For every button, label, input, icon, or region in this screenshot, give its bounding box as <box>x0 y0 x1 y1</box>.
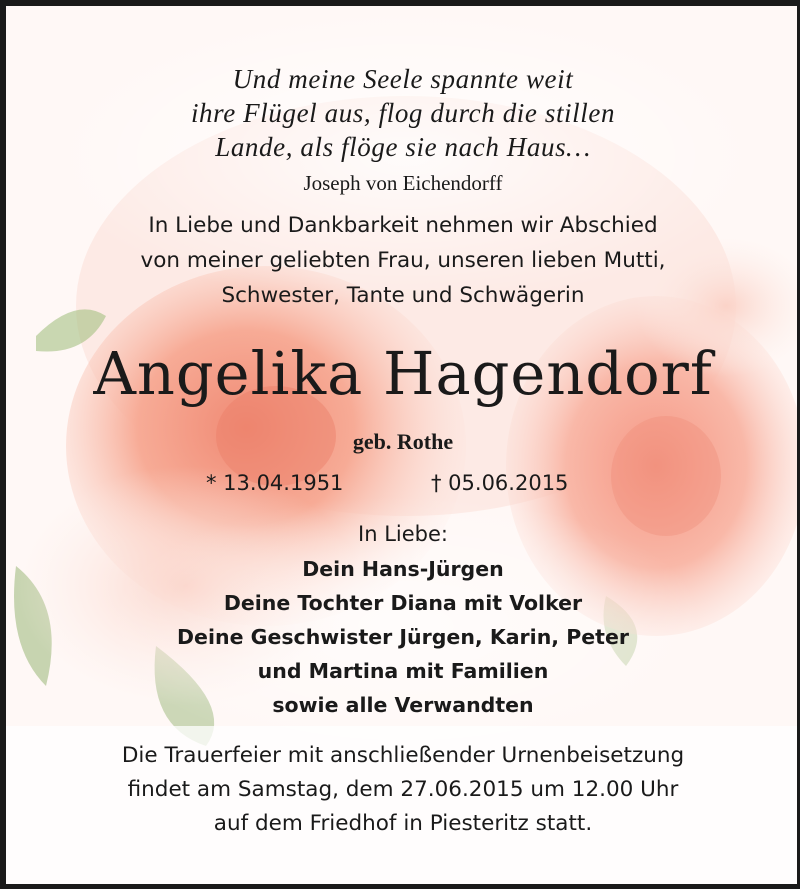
birth-name: geb. Rothe <box>352 429 454 454</box>
intro-line: In Liebe und Dankbarkeit nehmen wir Abschied <box>148 213 658 238</box>
birth-date: * 13.04.1951 <box>206 471 344 495</box>
poem-author: Joseph von Eichendorff <box>303 171 503 195</box>
notice-text <box>6 6 800 889</box>
intro-line: von meiner geliebten Frau, unseren lieben Mutti, <box>140 248 666 273</box>
mourner-line: Deine Geschwister Jürgen, Karin, Peter <box>177 625 629 649</box>
deceased-name: Angelika Hagendorf <box>93 339 713 408</box>
poem-line: Und meine Seele spannte weit <box>232 64 574 94</box>
poem-line: Lande, als flöge sie nach Haus… <box>215 132 591 162</box>
mourner-line: sowie alle Verwandten <box>272 693 534 717</box>
mourners-heading: In Liebe: <box>358 522 448 546</box>
mourner-line: Dein Hans-Jürgen <box>302 557 504 581</box>
mourner-line: Deine Tochter Diana mit Volker <box>223 591 583 615</box>
poem-line: ihre Flügel aus, flog durch die stillen <box>190 98 616 128</box>
ceremony-line: Die Trauerfeier mit anschließender Urnenbeisetzung <box>121 743 685 768</box>
mourner-line: und Martina mit Familien <box>257 659 549 683</box>
intro-line: Schwester, Tante und Schwägerin <box>221 283 585 308</box>
death-date: † 05.06.2015 <box>431 471 569 495</box>
ceremony-line: auf dem Friedhof in Piesteritz statt. <box>213 811 593 836</box>
ceremony-line: findet am Samstag, dem 27.06.2015 um 12.00 Uhr <box>127 777 679 802</box>
